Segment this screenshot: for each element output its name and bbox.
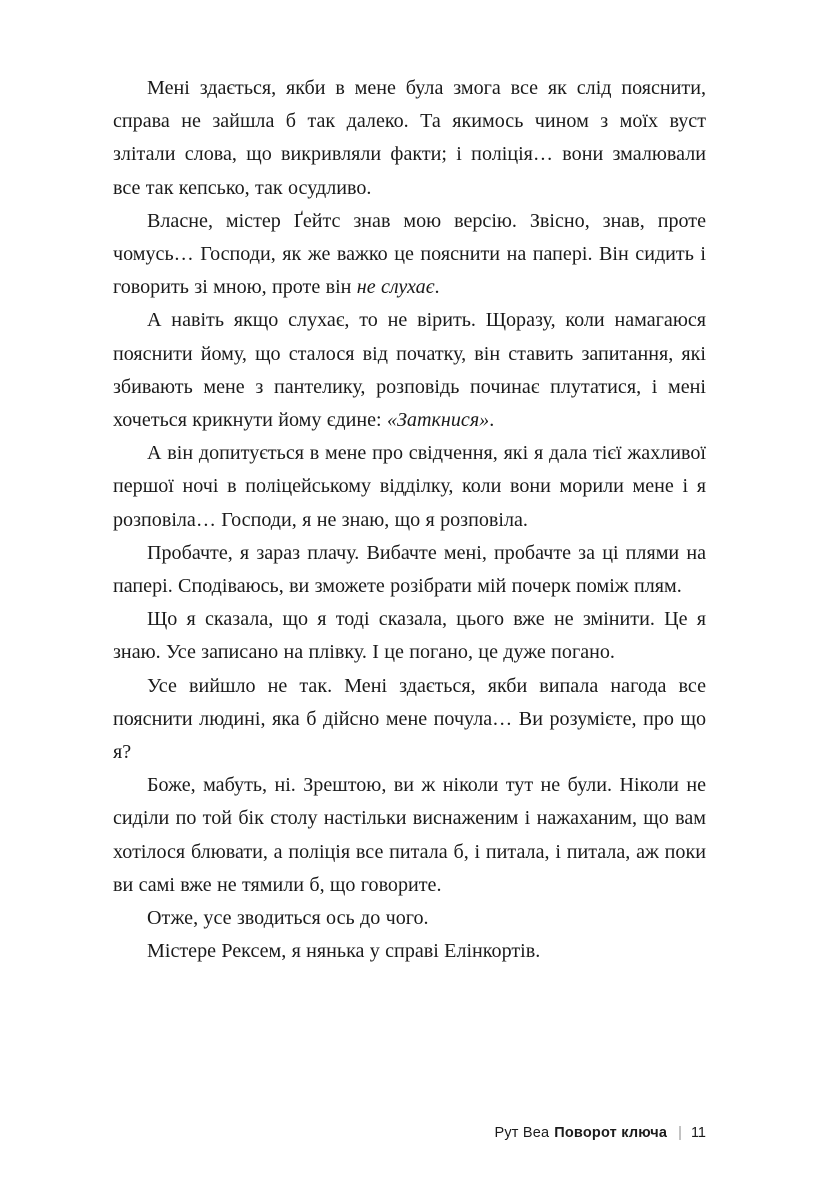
- italic-phrase: не слухає: [356, 276, 435, 299]
- paragraph: [113, 205, 706, 305]
- footer-separator: |: [678, 1125, 682, 1141]
- paragraph: Усе вийшло не так. Мені здається, якби випала нагода все пояснити людині, яка б дійсно мене почула… Ви розумієте, про що я?: [113, 674, 706, 764]
- paragraph: [113, 304, 706, 437]
- paragraph: Що я сказала, що я тоді сказала, цього вже не змінити. Це я знаю. Усе записано на плівку. І це погано, це дуже погано.: [113, 608, 706, 664]
- paragraph: Отже, усе зводиться ось до чого.: [147, 907, 429, 930]
- page-number: 11: [690, 1125, 706, 1141]
- page-footer: [113, 1125, 706, 1141]
- paragraph: Пробачте, я зараз плачу. Вибачте мені, пробачте за ці плями на папері. Сподіваюсь, ви зможете розібрати мій почерк поміж плям.: [113, 541, 706, 598]
- italic-phrase: «Заткнися»: [386, 409, 490, 432]
- footer-author: Рут Веа: [494, 1125, 550, 1141]
- paragraph-tail: .: [489, 409, 495, 432]
- footer-book-title: Поворот ключа: [554, 1125, 668, 1141]
- paragraph-text: А навіть якщо слухає, то не вірить. Щоразу, коли намагаюся пояснити йому, що сталося від початку, він ставить запитання, які збивають мене з пантелику, розповідь починає плутатися, і мені хочеться крикнути йому єдине:: [113, 309, 706, 432]
- paragraph-tail: .: [434, 276, 440, 299]
- paragraph: А він допитується в мене про свідчення, які я дала тієї жахливої першої ночі в поліцейському відділку, коли вони морили мене і я розповіла… Господи, я не знаю, що я розповіла.: [113, 442, 706, 531]
- paragraph-text: Власне, містер Ґейтс знав мою версію. Звісно, знав, проте чомусь… Господи, як же важко це пояснити на папері. Він сидить і говорить зі мною, проте він: [113, 209, 706, 299]
- paragraph: Містере Рексем, я нянька у справі Елінкортів.: [147, 940, 541, 963]
- paragraph: Мені здається, якби в мене була змога все як слід пояснити, справа не зайшла б так далеко. Та якимось чином з моїх вуст злітали слова, що викривляли факти; і поліція… вони змалювали все так кепсько, так осудливо.: [113, 77, 706, 199]
- paragraph: Боже, мабуть, ні. Зрештою, ви ж ніколи тут не були. Ніколи не сиділи по той бік столу настільки виснаженим і нажаханим, що вам хотілося блювати, а поліція все питала б, і питала, і питала, аж поки ви самі вже не тямили б, що говорите.: [113, 774, 706, 896]
- page-body: [113, 72, 706, 968]
